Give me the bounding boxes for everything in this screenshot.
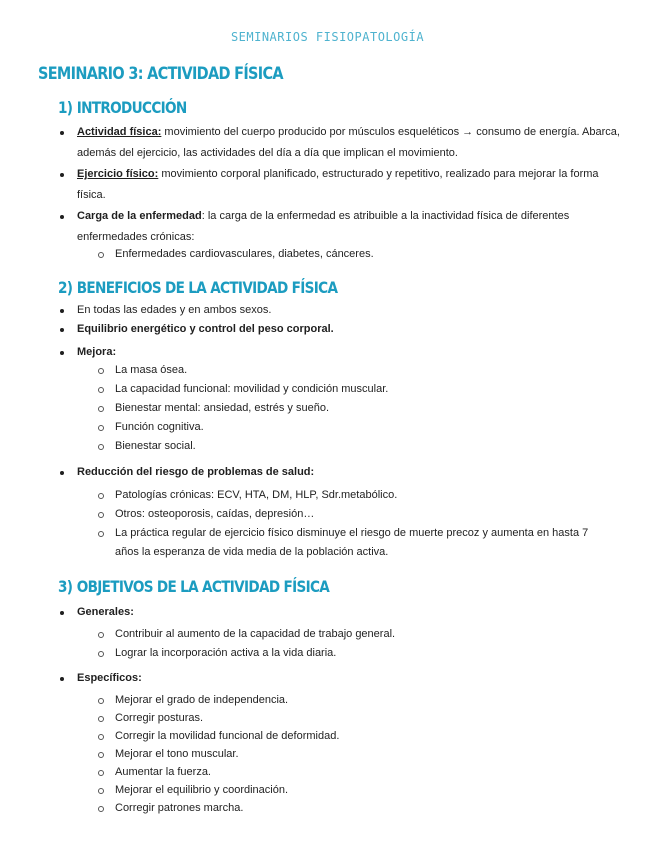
- list-item: Reducción del riesgo de problemas de salud:: [60, 462, 620, 483]
- circle-bullet-icon: [98, 531, 104, 537]
- definition-text: movimiento corporal planificado, estructurado y repetitivo, realizado para mejorar la forma física.: [77, 168, 599, 201]
- sub-list-item: Bienestar mental: ansiedad, estrés y sueño.: [98, 399, 610, 418]
- sub-list-item: La capacidad funcional: movilidad y condición muscular.: [98, 380, 610, 399]
- sub-list-item: Corregir posturas.: [98, 709, 610, 728]
- bullet-icon: [60, 131, 64, 135]
- section-title: OBJETIVOS DE LA ACTIVIDAD FÍSICA: [76, 577, 330, 596]
- sub-list-item: La masa ósea.: [98, 361, 610, 380]
- section-heading-introduccion: [58, 98, 187, 117]
- bullet-icon: [60, 215, 64, 219]
- section-number: 2): [58, 278, 73, 297]
- term-label: Ejercicio físico:: [77, 168, 159, 180]
- bullet-icon: [60, 328, 64, 332]
- bullet-icon: [60, 471, 64, 475]
- circle-bullet-icon: [98, 425, 104, 431]
- circle-bullet-icon: [98, 770, 104, 776]
- circle-bullet-icon: [98, 734, 104, 740]
- document-header: SEMINARIOS FISIOPATOLOGÍA: [230, 30, 425, 44]
- sub-list-item: Mejorar el grado de independencia.: [98, 691, 610, 710]
- circle-bullet-icon: [98, 788, 104, 794]
- sub-list-item: Bienestar social.: [98, 437, 610, 456]
- sub-list-item: Mejorar el tono muscular.: [98, 745, 610, 764]
- list-item: Específicos:: [60, 668, 620, 689]
- section-number: 1): [58, 98, 73, 117]
- list-item: En todas las edades y en ambos sexos.: [60, 300, 620, 321]
- sub-list-item: Otros: osteoporosis, caídas, depresión…: [98, 505, 610, 524]
- circle-bullet-icon: [98, 387, 104, 393]
- section-heading-beneficios: [58, 278, 337, 297]
- bullet-icon: [60, 351, 64, 355]
- definition-text: movimiento del cuerpo producido por músculos esqueléticos → consumo de energía. Abarca, además del ejercicio, las actividades del día a día que implican el movimiento.: [77, 126, 620, 159]
- circle-bullet-icon: [98, 716, 104, 722]
- bullet-icon: [60, 677, 64, 681]
- circle-bullet-icon: [98, 252, 104, 258]
- sub-list-item: La práctica regular de ejercicio físico disminuye el riesgo de muerte precoz y aumenta en hasta 7 años la esperanza de vida media de la población activa.: [98, 524, 610, 562]
- circle-bullet-icon: [98, 493, 104, 499]
- sub-list-item: Aumentar la fuerza.: [98, 763, 610, 782]
- section-title: INTRODUCCIÓN: [76, 98, 187, 117]
- circle-bullet-icon: [98, 698, 104, 704]
- sub-list-item: Corregir la movilidad funcional de deformidad.: [98, 727, 610, 746]
- term-label: Actividad física:: [77, 126, 162, 138]
- circle-bullet-icon: [98, 806, 104, 812]
- definition-text: : la carga de la enfermedad es atribuible a la inactividad física de diferentes enfermedades crónicas:: [77, 210, 570, 243]
- sub-list-item: Lograr la incorporación activa a la vida diaria.: [98, 644, 610, 663]
- circle-bullet-icon: [98, 368, 104, 374]
- bullet-icon: [60, 173, 64, 177]
- section-number: 3): [58, 577, 73, 596]
- sub-list-item: Mejorar el equilibrio y coordinación.: [98, 781, 610, 800]
- sub-list-item: Función cognitiva.: [98, 418, 610, 437]
- list-item: Generales:: [60, 602, 620, 623]
- circle-bullet-icon: [98, 444, 104, 450]
- bullet-icon: [60, 611, 64, 615]
- circle-bullet-icon: [98, 752, 104, 758]
- list-item: [60, 164, 620, 206]
- list-item: [60, 122, 620, 164]
- circle-bullet-icon: [98, 406, 104, 412]
- circle-bullet-icon: [98, 651, 104, 657]
- sub-list-item: Contribuir al aumento de la capacidad de trabajo general.: [98, 625, 610, 644]
- list-item: [60, 206, 620, 248]
- circle-bullet-icon: [98, 632, 104, 638]
- term-label: Carga de la enfermedad: [77, 210, 202, 222]
- list-item: Mejora:: [60, 342, 620, 363]
- bullet-icon: [60, 309, 64, 313]
- seminar-title: SEMINARIO 3: ACTIVIDAD FÍSICA: [38, 64, 283, 84]
- sub-list-item: Patologías crónicas: ECV, HTA, DM, HLP, Sdr.metabólico.: [98, 486, 610, 505]
- list-item: Equilibrio energético y control del peso corporal.: [60, 319, 620, 340]
- circle-bullet-icon: [98, 512, 104, 518]
- section-title: BENEFICIOS DE LA ACTIVIDAD FÍSICA: [76, 278, 338, 297]
- sub-list-item: Enfermedades cardiovasculares, diabetes, cánceres.: [98, 245, 610, 264]
- section-heading-objetivos: [58, 577, 329, 596]
- sub-list-item: Corregir patrones marcha.: [98, 799, 610, 818]
